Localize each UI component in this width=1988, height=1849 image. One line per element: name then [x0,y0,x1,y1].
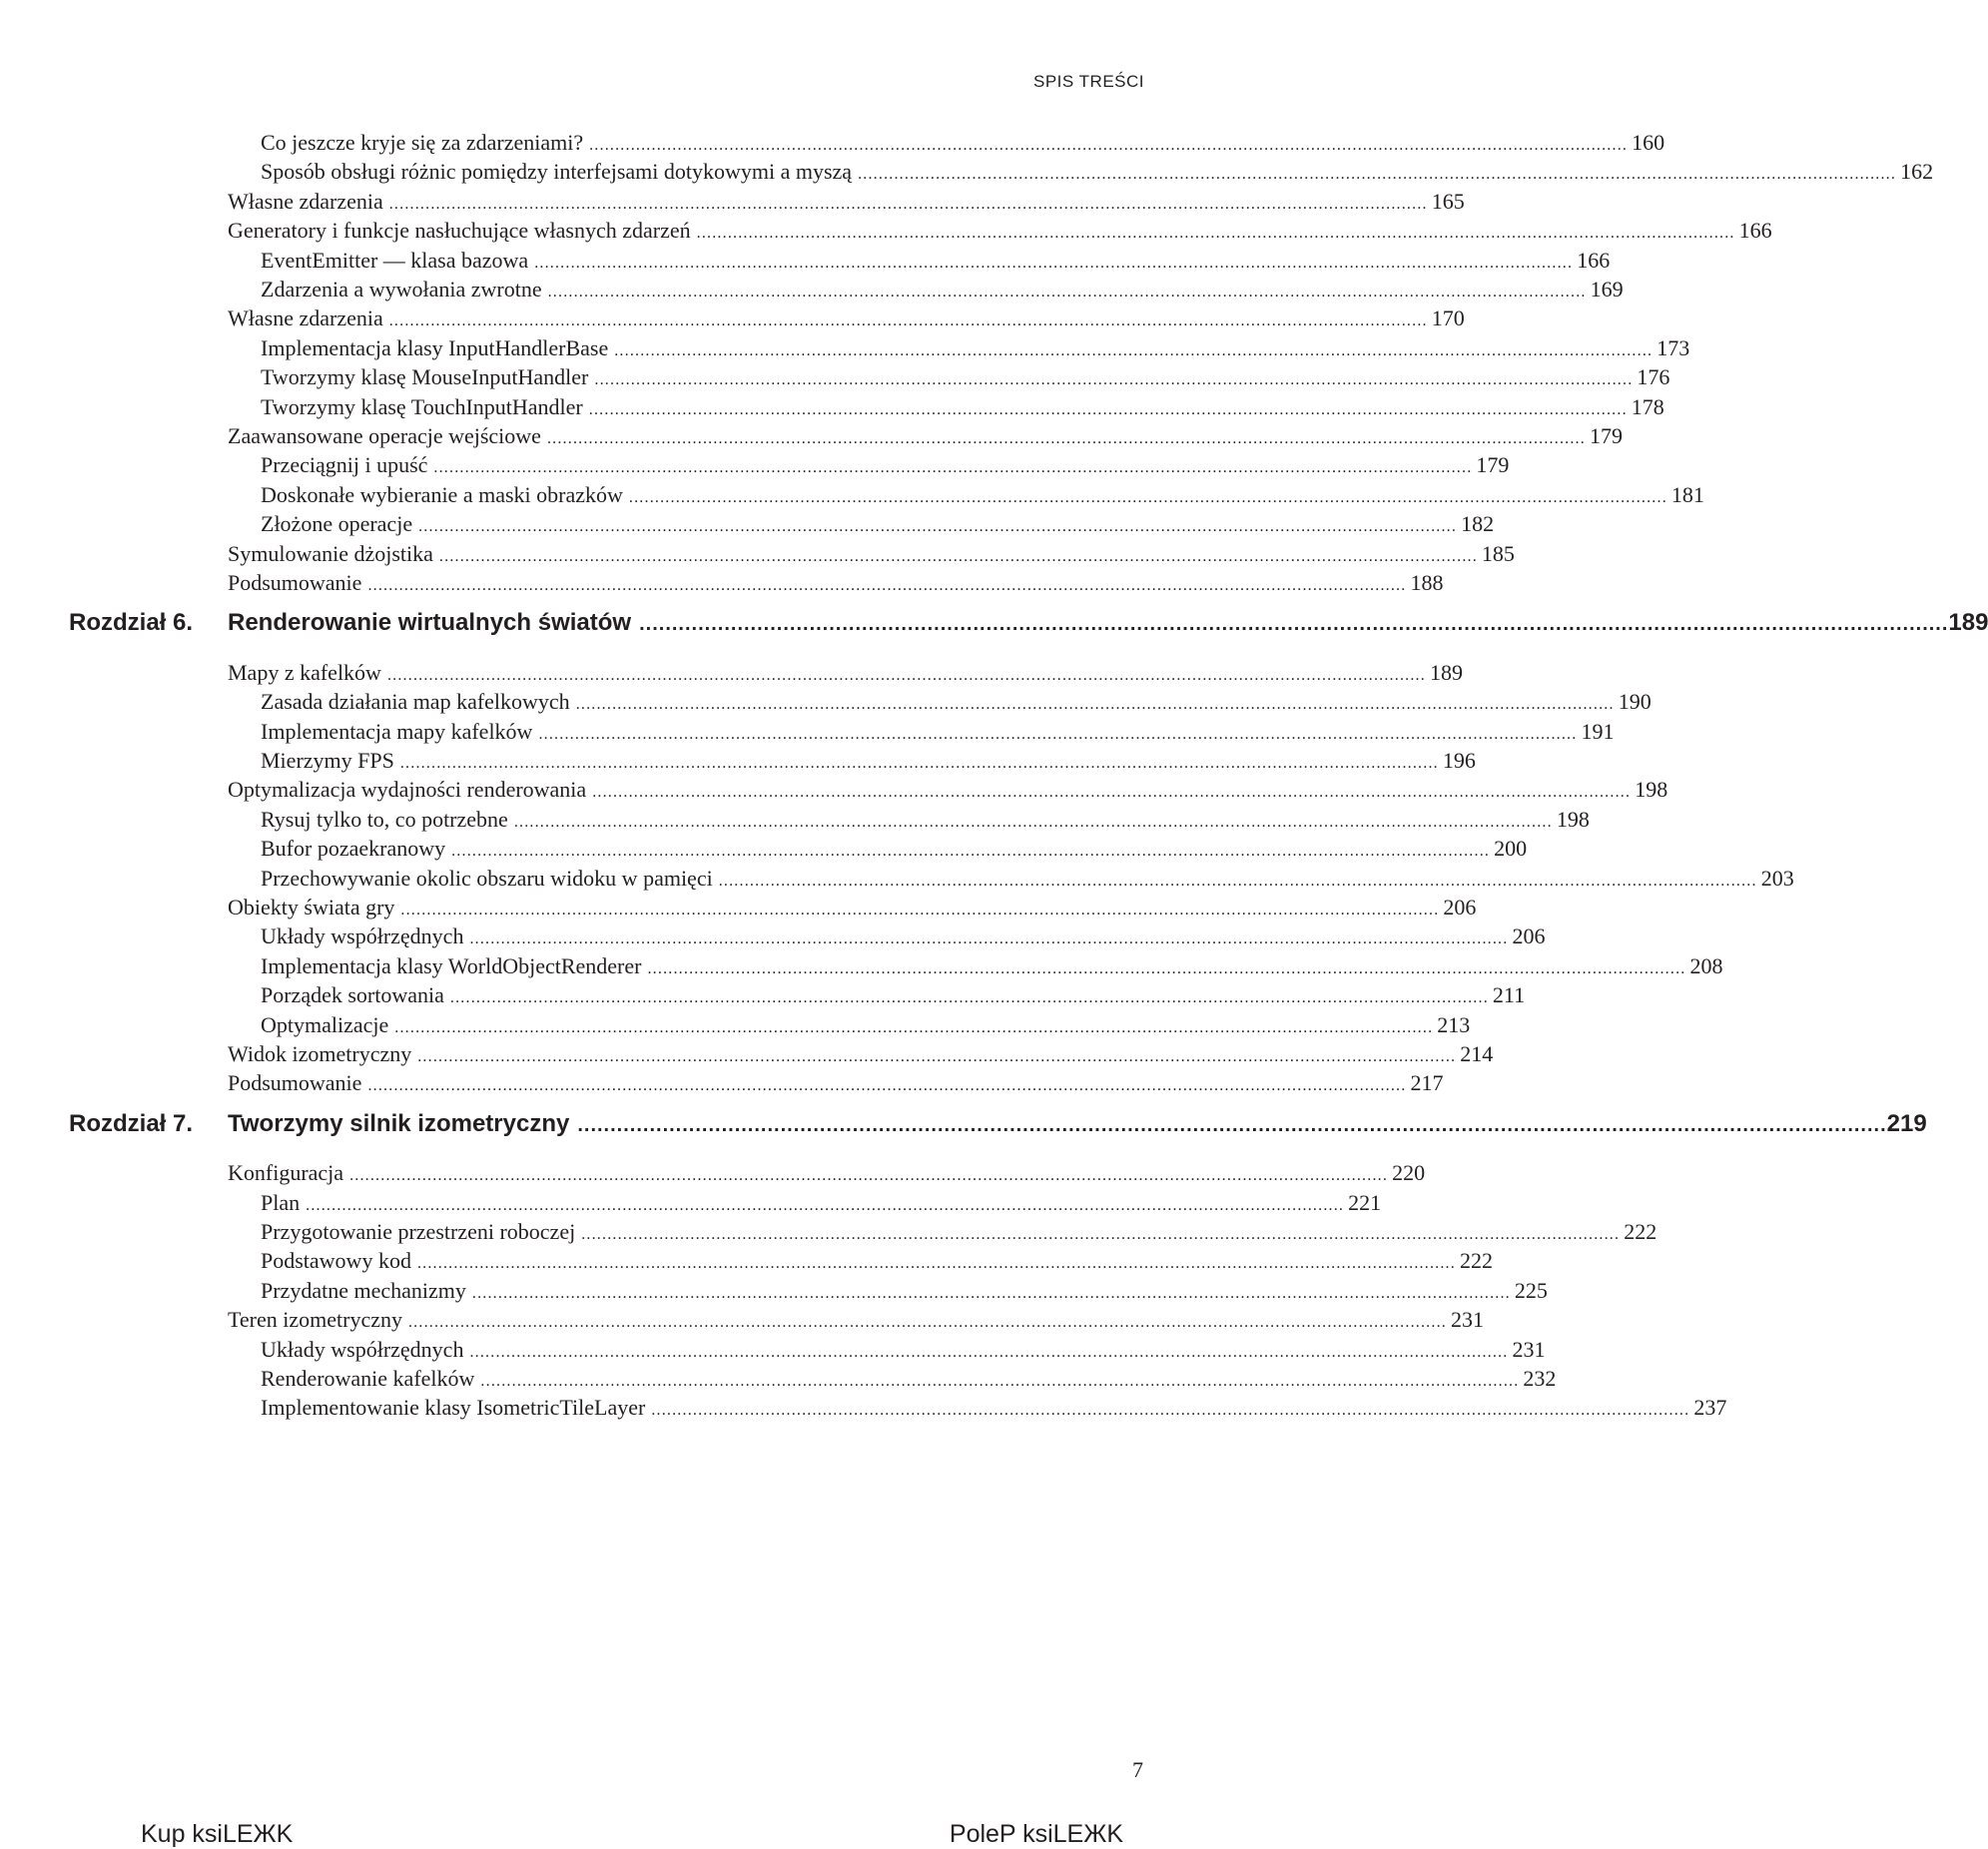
chapter-number: Rozdział 6. [69,609,194,637]
toc-page-number: 196 [1442,748,1476,773]
footer-buy-link[interactable]: Kup ksiLЕЖK [141,1820,294,1848]
toc-page-number: 166 [1738,218,1772,244]
toc-page-number: 188 [1410,570,1444,595]
running-header: SPIS TREŚCI [1033,72,1144,91]
toc-title: Układy współrzędnych [261,1336,464,1362]
toc-title: Sposób obsługi różnic pomiędzy interfejsami dotykowymi a myszą [261,159,853,185]
toc-subsection[interactable] [261,277,1624,303]
toc-leader-dots: ........................................................................................................................................................................................................ [399,755,1439,772]
toc-title: Konfiguracja [228,1160,344,1186]
toc-subsection[interactable] [261,364,1670,390]
toc-page-number: 181 [1670,481,1704,507]
toc-title: Tworzymy silnik izometryczny [228,1109,570,1137]
toc-title: Przydatne mechanizmy [261,1277,466,1303]
toc-subsection[interactable] [261,865,1794,892]
toc-leader-dots: ........................................................................................................................................................................................................ [394,1018,1434,1036]
toc-title: Mierzymy FPS [261,748,394,773]
toc-leader-dots: ........................................................................................................................................................................................................ [513,813,1553,831]
toc-leader-dots: ........................................................................................................................................................................................................ [534,254,1574,272]
toc-subsection[interactable] [261,836,1528,862]
toc-title: Złożone operacje [261,511,413,537]
toc-leader-dots: ........................................................................................................................................................................................................ [388,195,1428,213]
toc-page-number: 165 [1431,188,1465,214]
toc-page-number: 185 [1481,540,1515,566]
toc-leader-dots: ........................................................................................................................................................................................................ [416,1255,1456,1273]
toc-leader-dots: ........................................................................................................................................................................................................ [349,1167,1389,1185]
toc-section[interactable] [228,306,1465,331]
toc-page-number: 221 [1348,1189,1382,1215]
toc-leader-dots: ........................................................................................................................................................................................................ [589,137,1629,154]
toc-subsection[interactable] [261,1336,1546,1363]
toc-title: Teren izometryczny [228,1307,402,1333]
toc-title: Tworzymy klasę MouseInputHandler [261,364,589,390]
toc-leader-dots: ........................................................................................................................................................................................................ [538,725,1578,743]
toc-title: Renderowanie kafelków [261,1366,475,1391]
toc-page-number: 217 [1410,1070,1444,1096]
toc-subsection[interactable] [261,1395,1727,1421]
toc-page-number: 189 [1948,609,1988,637]
toc-page-number: 231 [1450,1307,1484,1333]
toc-page-number: 200 [1494,836,1528,862]
toc-title: Własne zdarzenia [228,306,383,331]
toc-page-number: 182 [1461,511,1495,537]
toc-section[interactable] [228,895,1477,921]
toc-title: Generatory i funkcje nasłuchujące własnych zdarzeń [228,218,691,244]
toc-page-number: 170 [1431,306,1465,331]
toc-title: EventEmitter — klasa bazowa [261,247,529,273]
toc-leader-dots: ........................................................................................................................................................................................................ [647,959,1686,977]
toc-page-number: 211 [1492,982,1526,1008]
toc-page-number: 169 [1590,277,1624,302]
toc-subsection[interactable] [261,247,1611,274]
toc-title: Implementacja mapy kafelków [261,718,533,744]
toc-page-number: 191 [1581,718,1615,744]
toc-leader-dots: ........................................................................................................................................................................................................ [592,784,1632,802]
toc-title: Przygotowanie przestrzeni roboczej [261,1219,576,1244]
toc-title: Podsumowanie [228,1070,362,1096]
toc-subsection[interactable] [261,689,1652,715]
toc-leader-dots: ........................................................................................................................................................................................................ [546,430,1586,447]
toc-leader-dots: ........................................................................................................................................................................................................ [438,547,1478,565]
toc-leader-dots: ........................................................................................................................................................................................................ [367,1077,1407,1095]
toc-title: Układy współrzędnych [261,924,464,949]
toc-leader-dots: ........................................................................................................................................................................................................ [471,1284,1511,1302]
toc-leader-dots: ........................................................................................................................................................................................................ [651,1402,1690,1420]
toc-section[interactable] [228,423,1623,449]
toc-title: Porządek sortowania [261,982,444,1008]
toc-leader-dots: ........................................................................................................................................................................................................ [433,459,1473,477]
toc-page-number: 237 [1693,1395,1727,1421]
toc-page-number: 208 [1689,952,1723,978]
toc-subsection[interactable] [261,718,1615,745]
toc-leader-dots: ........................................................................................................................................................................................................ [407,1314,1447,1332]
toc-leader-dots: ........................................................................................................................................................................................................ [718,872,1757,890]
toc-page-number: 225 [1514,1277,1548,1303]
toc-title: Co jeszcze kryje się za zdarzeniami? [261,130,584,155]
page-number: 7 [1132,1757,1143,1782]
toc-leader-dots: ........................................................................................................................................................................................................ [594,371,1634,389]
toc-page-number: 206 [1512,924,1546,949]
toc-leader-dots: ........................................................................................................................................................................................................ [480,1373,1520,1390]
toc-page-number: 198 [1635,777,1668,803]
toc-title: Podsumowanie [228,570,362,595]
toc-page-number: 231 [1512,1336,1546,1362]
toc-page-number: 166 [1577,247,1611,273]
toc-page-number: 232 [1523,1366,1557,1391]
toc-section[interactable] [228,540,1515,567]
toc-subsection[interactable] [261,748,1476,774]
toc-chapter[interactable] [69,609,1988,637]
toc-subsection[interactable] [261,334,1690,361]
toc-title: Plan [261,1189,301,1215]
toc-section[interactable] [228,1160,1426,1186]
toc-title: Przeciągnij i upuść [261,452,428,478]
toc-leader-dots: ........................................................................................................................................................................................................ [588,400,1628,418]
toc-section[interactable] [228,218,1772,244]
toc-subsection[interactable] [261,1248,1493,1274]
toc-title: Implementacja klasy InputHandlerBase [261,334,609,360]
toc-leader-dots: ........................................................................................................................................................................................................ [367,577,1407,594]
toc-leader-dots: ........................................................................................................................................................................................................ [696,225,1735,243]
toc-subsection[interactable] [261,982,1526,1008]
toc-subsection[interactable] [261,452,1510,478]
toc-title: Doskonałe wybieranie a maski obrazków [261,481,623,507]
toc-page-number: 179 [1589,423,1623,448]
toc-page-number: 203 [1760,865,1794,891]
toc-title: Optymalizacja wydajności renderowania [228,777,587,803]
toc-title: Zdarzenia a wywołania zwrotne [261,277,542,302]
toc-leader-dots: ........................................................................................................................................................................................................ [451,843,1491,861]
toc-leader-dots: ........................................................................................................................................................................................................ [577,1113,1887,1136]
toc-title: Implementowanie klasy IsometricTileLayer [261,1395,646,1421]
toc-section[interactable] [228,659,1463,686]
toc-page-number: 190 [1618,689,1652,715]
toc-page-number: 179 [1476,452,1510,478]
toc-page-number: 219 [1886,1109,1927,1137]
toc-chapter[interactable] [69,1109,1927,1138]
toc-leader-dots: ........................................................................................................................................................................................................ [449,989,1489,1007]
toc-page-number: 222 [1459,1248,1493,1274]
toc-subsection[interactable] [261,511,1495,537]
toc-section[interactable] [228,188,1465,215]
toc-subsection[interactable] [261,393,1664,420]
chapter-number: Rozdział 7. [69,1109,194,1137]
toc-leader-dots: ........................................................................................................................................................................................................ [614,341,1654,359]
toc-subsection[interactable] [261,924,1546,949]
toc-page-number: 178 [1631,393,1664,419]
toc-title: Obiekty świata gry [228,895,395,920]
toc-title: Zaawansowane operacje wejściowe [228,423,541,448]
toc-page-number: 222 [1624,1219,1657,1244]
toc-page-number: 189 [1429,659,1463,685]
toc-title: Bufor pozaekranowy [261,836,446,862]
toc-title: Rysuj tylko to, co potrzebne [261,806,508,832]
toc-title: Przechowywanie okolic obszaru widoku w pamięci [261,865,713,891]
toc-title: Mapy z kafelków [228,659,381,685]
toc-subsection[interactable] [261,1366,1557,1392]
toc-subsection[interactable] [261,159,1934,185]
toc-subsection[interactable] [261,1277,1548,1304]
toc-subsection[interactable] [261,1219,1657,1245]
toc-page-number: 214 [1460,1041,1494,1066]
toc-leader-dots: ........................................................................................................................................................................................................ [388,312,1428,330]
toc-leader-dots: ........................................................................................................................................................................................................ [469,1343,1509,1361]
toc-page-number: 198 [1556,806,1590,832]
toc-title: Tworzymy klasę TouchInputHandler [261,393,583,419]
toc-subsection[interactable] [261,952,1723,979]
toc-leader-dots: ........................................................................................................................................................................................................ [575,696,1615,714]
toc-leader-dots: ........................................................................................................................................................................................................ [400,902,1440,919]
toc-leader-dots: ........................................................................................................................................................................................................ [547,284,1587,301]
toc-subsection[interactable] [261,130,1665,156]
toc-leader-dots: ........................................................................................................................................................................................................ [306,1196,1345,1214]
toc-page-number: 160 [1632,130,1665,155]
toc-title: Widok izometryczny [228,1041,412,1066]
toc-leader-dots: ........................................................................................................................................................................................................ [639,613,1949,636]
footer-recommend-link[interactable]: PoleP ksiLЕЖK [949,1820,1123,1848]
toc-subsection[interactable] [261,1189,1382,1216]
toc-page-number: 173 [1657,334,1690,360]
toc-subsection[interactable] [261,806,1590,833]
toc-title: Podstawowy kod [261,1248,411,1274]
toc-page-number: 162 [1900,159,1934,185]
toc-title: Własne zdarzenia [228,188,383,214]
toc-subsection[interactable] [261,481,1704,508]
toc-section[interactable] [228,1070,1444,1096]
toc-leader-dots: ........................................................................................................................................................................................................ [386,666,1426,684]
toc-leader-dots: ........................................................................................................................................................................................................ [581,1226,1621,1243]
toc-subsection[interactable] [261,1011,1471,1038]
toc-page-number: 206 [1443,895,1477,920]
toc-title: Renderowanie wirtualnych światów [228,609,632,637]
toc-section[interactable] [228,570,1444,596]
toc-leader-dots: ........................................................................................................................................................................................................ [628,488,1667,506]
toc-title: Optymalizacje [261,1011,389,1037]
toc-section[interactable] [228,1307,1484,1333]
toc-leader-dots: ........................................................................................................................................................................................................ [418,518,1458,536]
toc-section[interactable] [228,1041,1494,1067]
toc-title: Zasada działania map kafelkowych [261,689,570,715]
toc-page-number: 220 [1392,1160,1426,1186]
toc-page-number: 213 [1437,1011,1471,1037]
toc-leader-dots: ........................................................................................................................................................................................................ [858,166,1897,184]
toc-leader-dots: ........................................................................................................................................................................................................ [469,930,1509,948]
toc-leader-dots: ........................................................................................................................................................................................................ [417,1048,1457,1065]
toc-title: Symulowanie dżojstika [228,540,433,566]
toc-page-number: 176 [1637,364,1670,390]
toc-title: Implementacja klasy WorldObjectRenderer [261,952,642,978]
toc-section[interactable] [228,777,1668,803]
